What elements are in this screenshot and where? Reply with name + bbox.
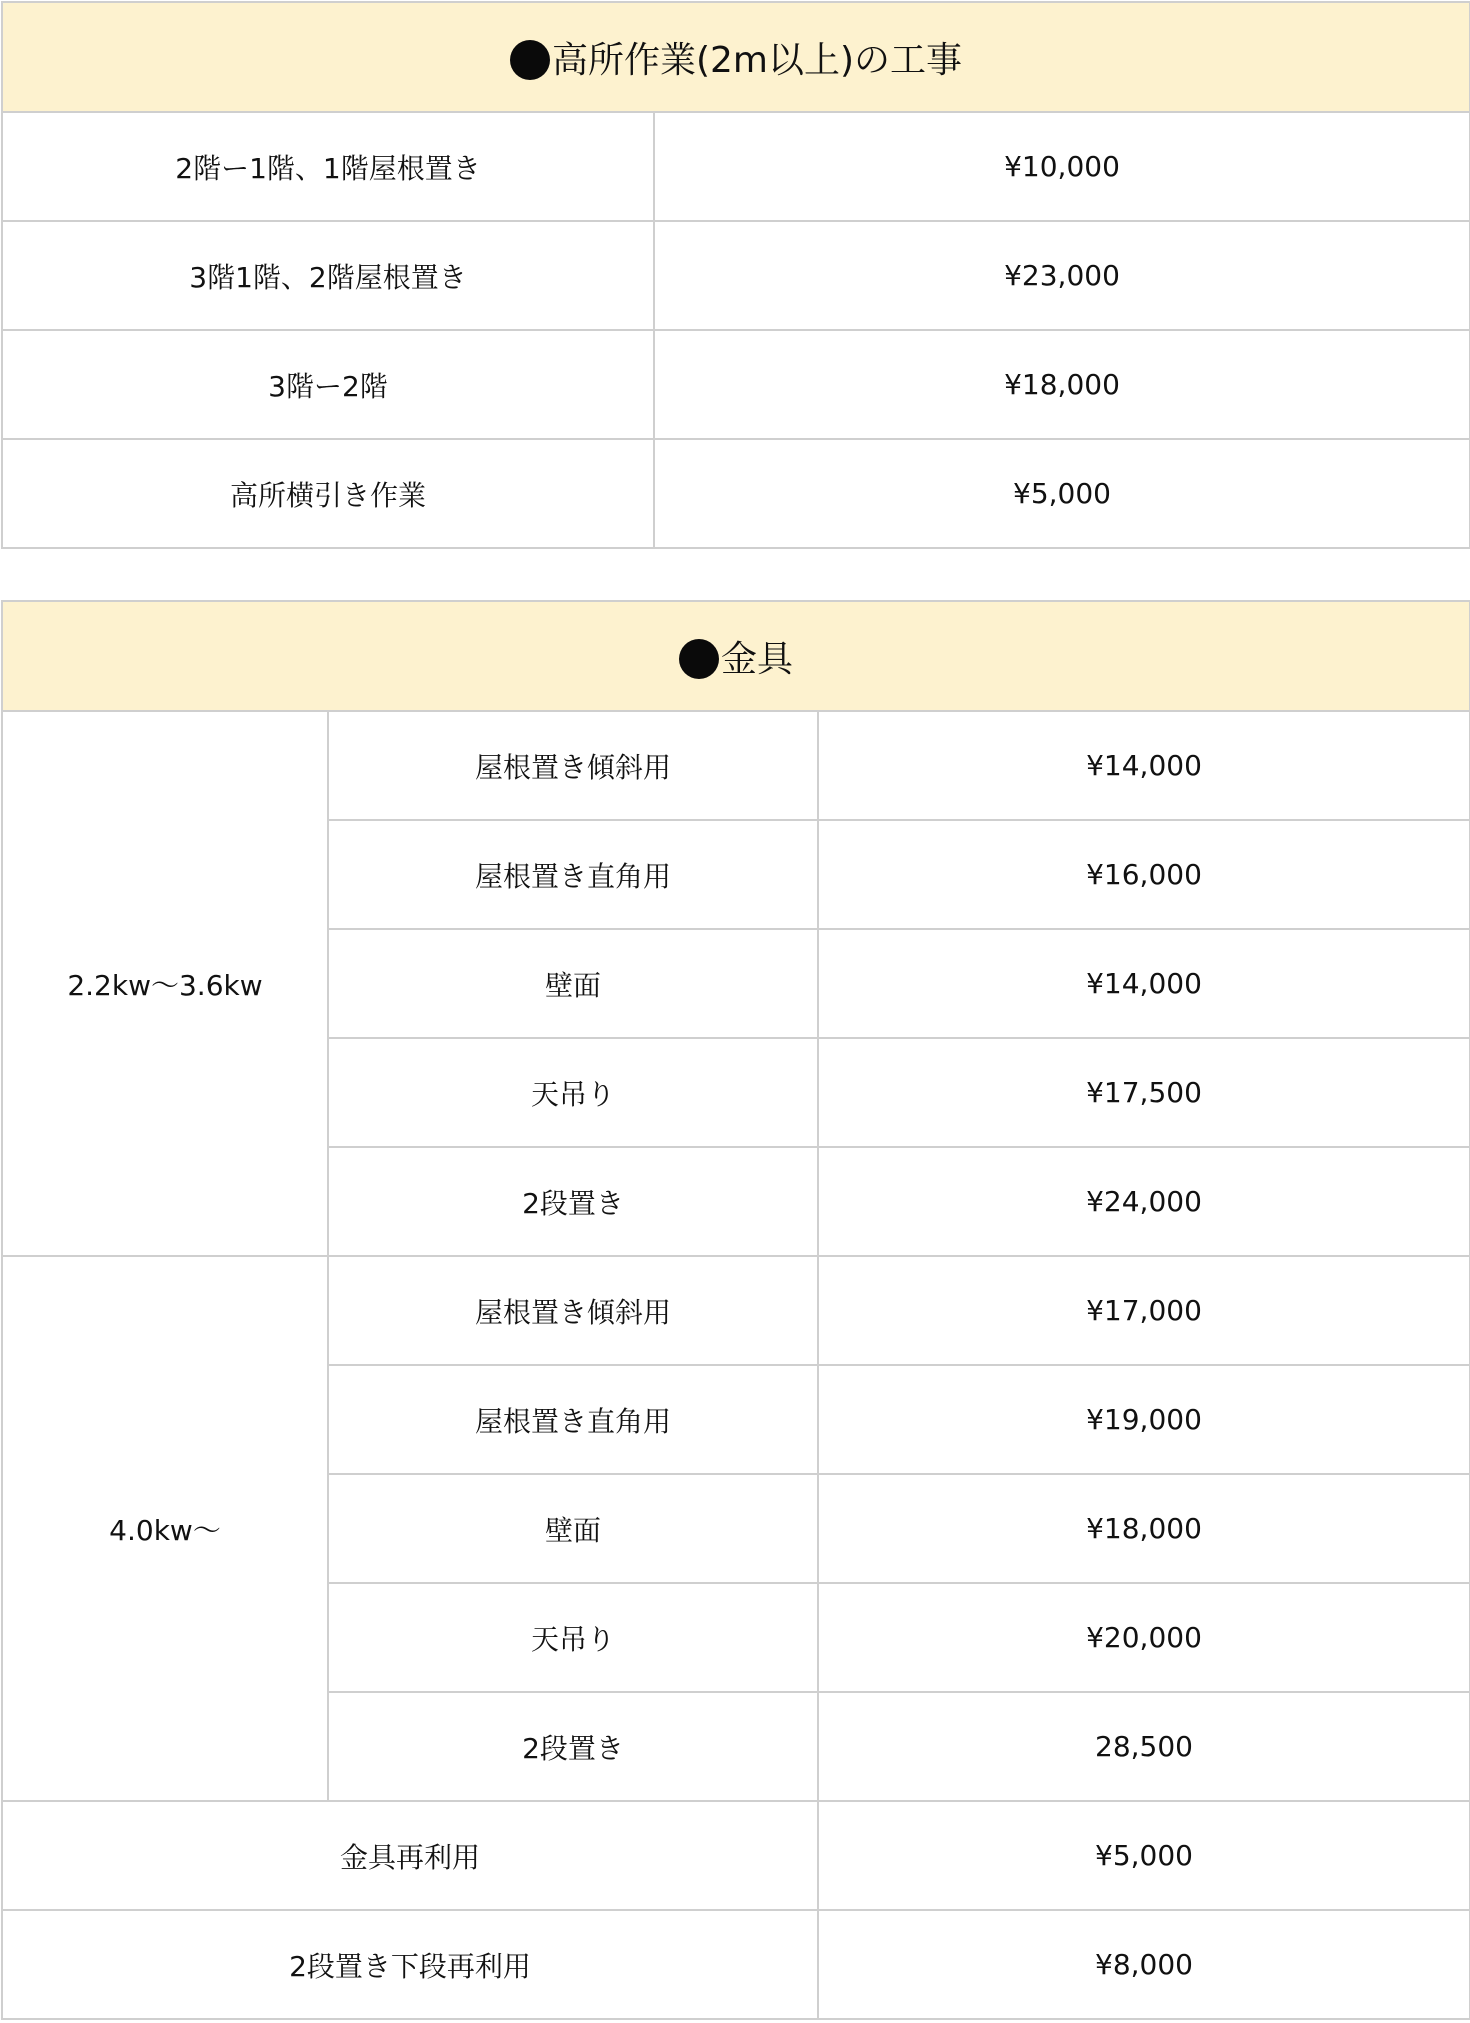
work-label: 3階ー2階: [2, 330, 654, 439]
brackets-header: [2, 601, 1470, 711]
bracket-price: ¥20,000: [818, 1583, 1470, 1692]
table-row: [2, 112, 1470, 221]
bracket-price: ¥16,000: [818, 820, 1470, 929]
bracket-price: ¥17,500: [818, 1038, 1470, 1147]
table-row: [2, 330, 1470, 439]
brackets-title: 金具: [720, 638, 793, 680]
extra-label: 2段置き下段再利用: [2, 1910, 818, 2019]
bullet-circle-icon: [510, 40, 550, 80]
table-row: [2, 711, 1470, 820]
extra-price: ¥8,000: [818, 1910, 1470, 2019]
bracket-price: ¥19,000: [818, 1365, 1470, 1474]
bracket-type: 屋根置き直角用: [328, 820, 818, 929]
bracket-price: 28,500: [818, 1692, 1470, 1801]
work-price: ¥5,000: [654, 439, 1470, 548]
bracket-price: ¥14,000: [818, 711, 1470, 820]
bracket-type: 天吊り: [328, 1583, 818, 1692]
bracket-price: ¥18,000: [818, 1474, 1470, 1583]
height-work-title: 高所作業(2m以上)の工事: [551, 39, 963, 81]
height-work-price-table: [1, 1, 1470, 549]
work-label: 3階1階、2階屋根置き: [2, 221, 654, 330]
extra-price: ¥5,000: [818, 1801, 1470, 1910]
bullet-circle-icon: [679, 639, 719, 679]
table-row: [2, 1256, 1470, 1365]
bracket-type: 天吊り: [328, 1038, 818, 1147]
brackets-price-table: [1, 600, 1470, 2020]
bracket-type: 壁面: [328, 929, 818, 1038]
work-price: ¥18,000: [654, 330, 1470, 439]
bracket-price: ¥17,000: [818, 1256, 1470, 1365]
bracket-type: 屋根置き傾斜用: [328, 711, 818, 820]
work-label: 高所横引き作業: [2, 439, 654, 548]
height-work-header: [2, 2, 1470, 112]
capacity-range: 4.0kw～: [2, 1256, 328, 1801]
work-label: 2階ー1階、1階屋根置き: [2, 112, 654, 221]
extra-label: 金具再利用: [2, 1801, 818, 1910]
bracket-type: 壁面: [328, 1474, 818, 1583]
bracket-type: 2段置き: [328, 1692, 818, 1801]
bracket-price: ¥14,000: [818, 929, 1470, 1038]
table-row: [2, 439, 1470, 548]
table-row: [2, 1801, 1470, 1910]
bracket-type: 2段置き: [328, 1147, 818, 1256]
work-price: ¥23,000: [654, 221, 1470, 330]
bracket-price: ¥24,000: [818, 1147, 1470, 1256]
table-row: [2, 1910, 1470, 2019]
table-row: [2, 221, 1470, 330]
bracket-type: 屋根置き直角用: [328, 1365, 818, 1474]
work-price: ¥10,000: [654, 112, 1470, 221]
capacity-range: 2.2kw～3.6kw: [2, 711, 328, 1256]
bracket-type: 屋根置き傾斜用: [328, 1256, 818, 1365]
